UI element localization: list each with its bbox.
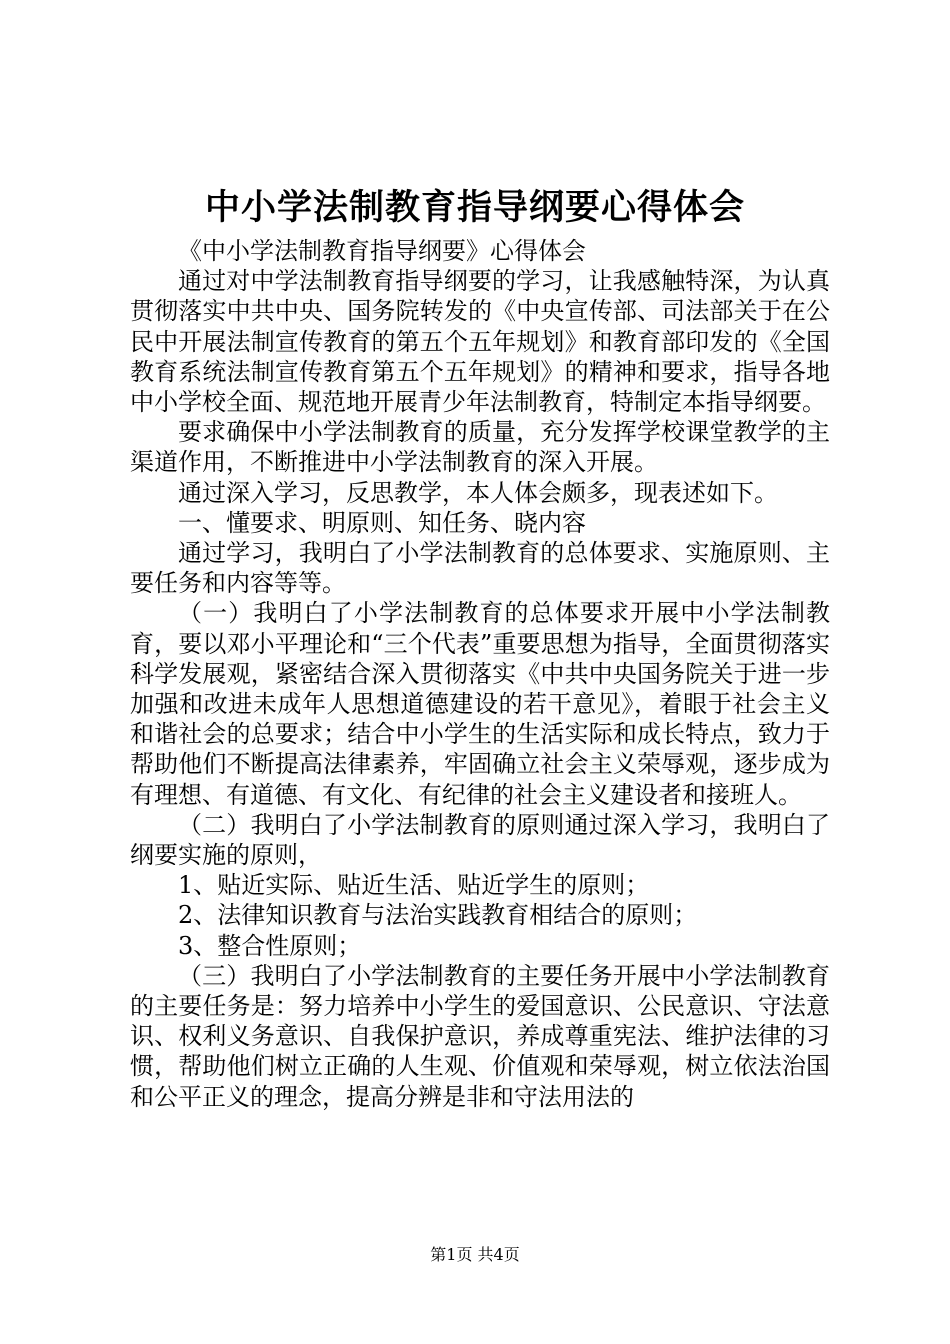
paragraph: （一）我明白了小学法制教育的总体要求开展中小学法制教育，要以邓小平理论和“三个代表”重要思想为指导，全面贯彻落实科学发展观，紧密结合深入贯彻落实《中共中央国务院关于进一步加强和改进未成年人思想道德建设的若干意见》，着眼于社会主义和谐社会的总要求；结合中小学生的生活实际和成长特点，致力于帮助他们不断提高法律素养，牢固确立社会主义荣辱观，逐步成为有理想、有道德、有文化、有纪律的社会主义建设者和接班人。 <box>130 599 830 809</box>
list-item: 2、法律知识教育与法治实践教育相结合的原则； <box>178 901 698 930</box>
document-title: 中小学法制教育指导纲要心得体会 <box>204 188 745 228</box>
list-item: 1、贴近实际、贴近生活、贴近学生的原则； <box>178 871 650 900</box>
paragraph: 通过对中学法制教育指导纲要的学习，让我感触特深，为认真贯彻落实中共中央、国务院转发的《中央宣传部、司法部关于在公民中开展法制宣传教育的第五个五年规划》和教育部印发的《全国教育系统法制宣传教育第五个五年规划》的精神和要求，指导各地中小学校全面、规范地开展青少年法制教育，特制定本指导纲要。 <box>130 267 830 417</box>
paragraph: 通过学习，我明白了小学法制教育的总体要求、实施原则、主要任务和内容等等。 <box>130 539 830 598</box>
page-number-footer: 第1页 共4页 <box>430 1245 520 1264</box>
paragraph: 要求确保中小学法制教育的质量，充分发挥学校课堂教学的主渠道作用，不断推进中小学法制教育的深入开展。 <box>130 418 830 477</box>
document-body <box>130 236 830 1112</box>
paragraph: （二）我明白了小学法制教育的原则通过深入学习，我明白了纲要实施的原则， <box>130 810 830 870</box>
list-item: 3、整合性原则； <box>178 931 362 960</box>
paragraph: （三）我明白了小学法制教育的主要任务开展中小学法制教育的主要任务是：努力培养中小学生的爱国意识、公民意识、守法意识、权利义务意识、自我保护意识，养成尊重宪法、维护法律的习惯，帮助他们树立正确的人生观、价值观和荣辱观，树立依法治国和公平正义的理念，提高分辨是非和守法用法的 <box>130 961 830 1111</box>
paragraph-subtitle: 《中小学法制教育指导纲要》心得体会 <box>178 237 586 265</box>
paragraph: 通过深入学习，反思教学，本人体会颇多，现表述如下。 <box>178 478 778 507</box>
section-heading: 一、懂要求、明原则、知任务、晓内容 <box>178 508 586 537</box>
